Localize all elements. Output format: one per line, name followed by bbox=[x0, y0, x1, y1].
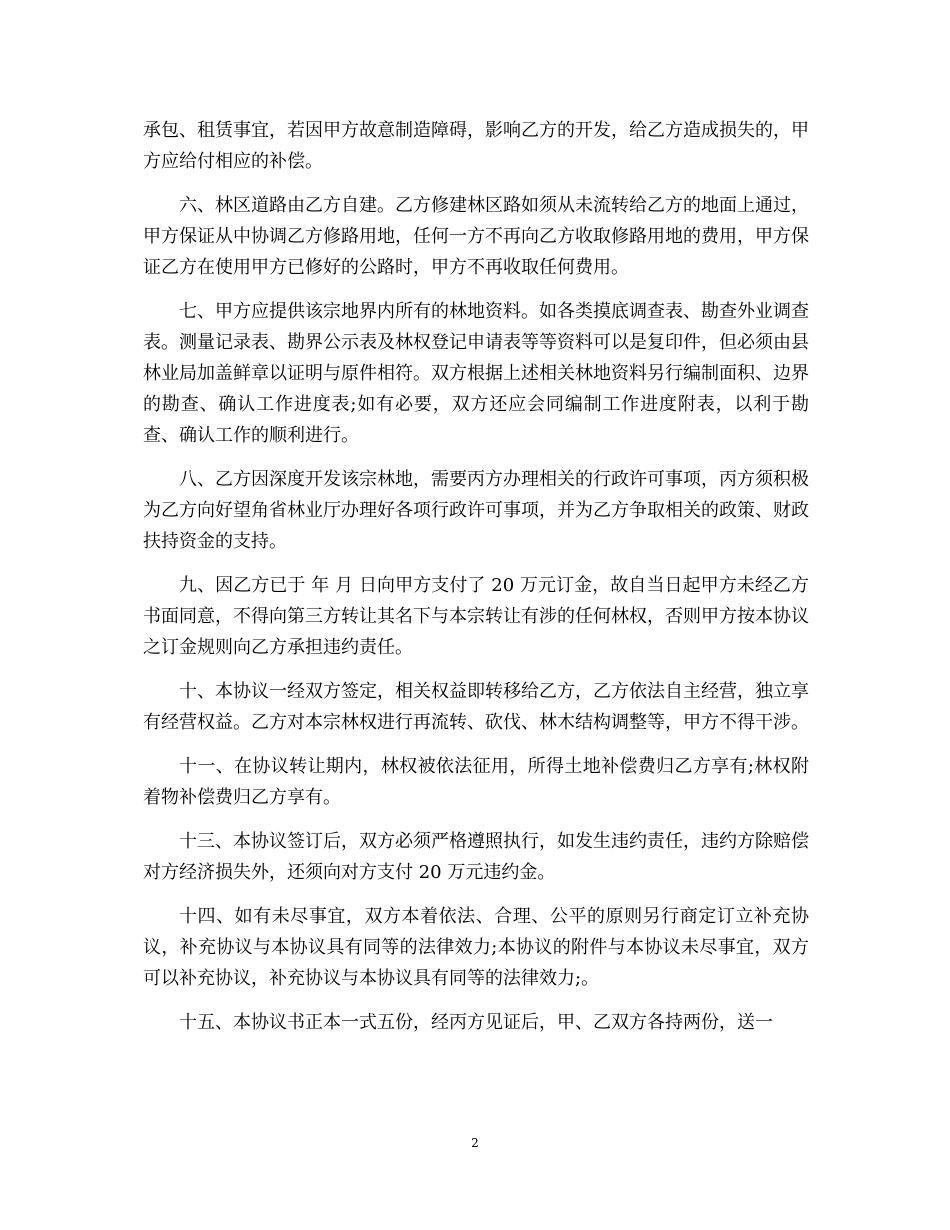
paragraph-clause-10: 十、本协议一经双方签定，相关权益即转移给乙方，乙方依法自主经营，独立享有经营权益。乙方对本宗林权进行再流转、砍伐、林木结构调整等，甲方不得干涉。 bbox=[143, 681, 809, 733]
paragraph-clause-15: 十五、本协议书正本一式五份，经丙方见证后，甲、乙双方各持两份，送一 bbox=[179, 1012, 773, 1033]
paragraph-clause-14: 十四、如有未尽事宜，双方本着依法、合理、公平的原则另行商定订立补充协议，补充协议与本协议具有同等的法律效力;本协议的附件与本协议未尽事宜，双方可以补充协议，补充协议与本协议具有同等的法律效力;。 bbox=[143, 906, 809, 989]
paragraph-clause-11: 十一、在协议转让期内，林权被依法征用，所得土地补偿费归乙方享有;林权附着物补偿费归乙方享有。 bbox=[143, 756, 809, 808]
paragraph-continuation: 承包、租赁事宜，若因甲方故意制造障碍，影响乙方的开发，给乙方造成损失的，甲方应给付相应的补偿。 bbox=[143, 120, 809, 172]
document-body bbox=[143, 115, 809, 1051]
paragraph-clause-8: 八、乙方因深度开发该宗林地，需要丙方办理相关的行政许可事项，丙方须积极为乙方向好望角省林业厅办理好各项行政许可事项，并为乙方争取相关的政策、财政扶持资金的支持。 bbox=[143, 469, 809, 552]
paragraph-clause-6: 六、林区道路由乙方自建。乙方修建林区路如须从未流转给乙方的地面上通过，甲方保证从中协调乙方修路用地，任何一方不再向乙方收取修路用地的费用，甲方保证乙方在使用甲方已修好的公路时，甲方不再收取任何费用。 bbox=[143, 195, 809, 278]
paragraph-clause-7: 七、甲方应提供该宗地界内所有的林地资料。如各类摸底调查表、勘查外业调查表。测量记录表、勘界公示表及林权登记申请表等等资料可以是复印件，但必须由县林业局加盖鲜章以证明与原件相符。双方根据上述相关林地资料另行编制面积、边界的勘查、确认工作进度表;如有必要，双方还应会同编制工作进度附表，以利于勘查、确认工作的顺利进行。 bbox=[143, 301, 809, 446]
paragraph-clause-13: 十三、本协议签订后，双方必须严格遵照执行，如发生违约责任，违约方除赔偿对方经济损失外，还须向对方支付 20 万元违约金。 bbox=[143, 831, 809, 883]
paragraph-clause-9: 九、因乙方已于 年 月 日向甲方支付了 20 万元订金，故自当日起甲方未经乙方书面同意，不得向第三方转让其名下与本宗转让有涉的任何林权，否则甲方按本协议之订金规则向乙方承担违约责任。 bbox=[143, 575, 809, 658]
page-number: 2 bbox=[471, 1136, 479, 1150]
